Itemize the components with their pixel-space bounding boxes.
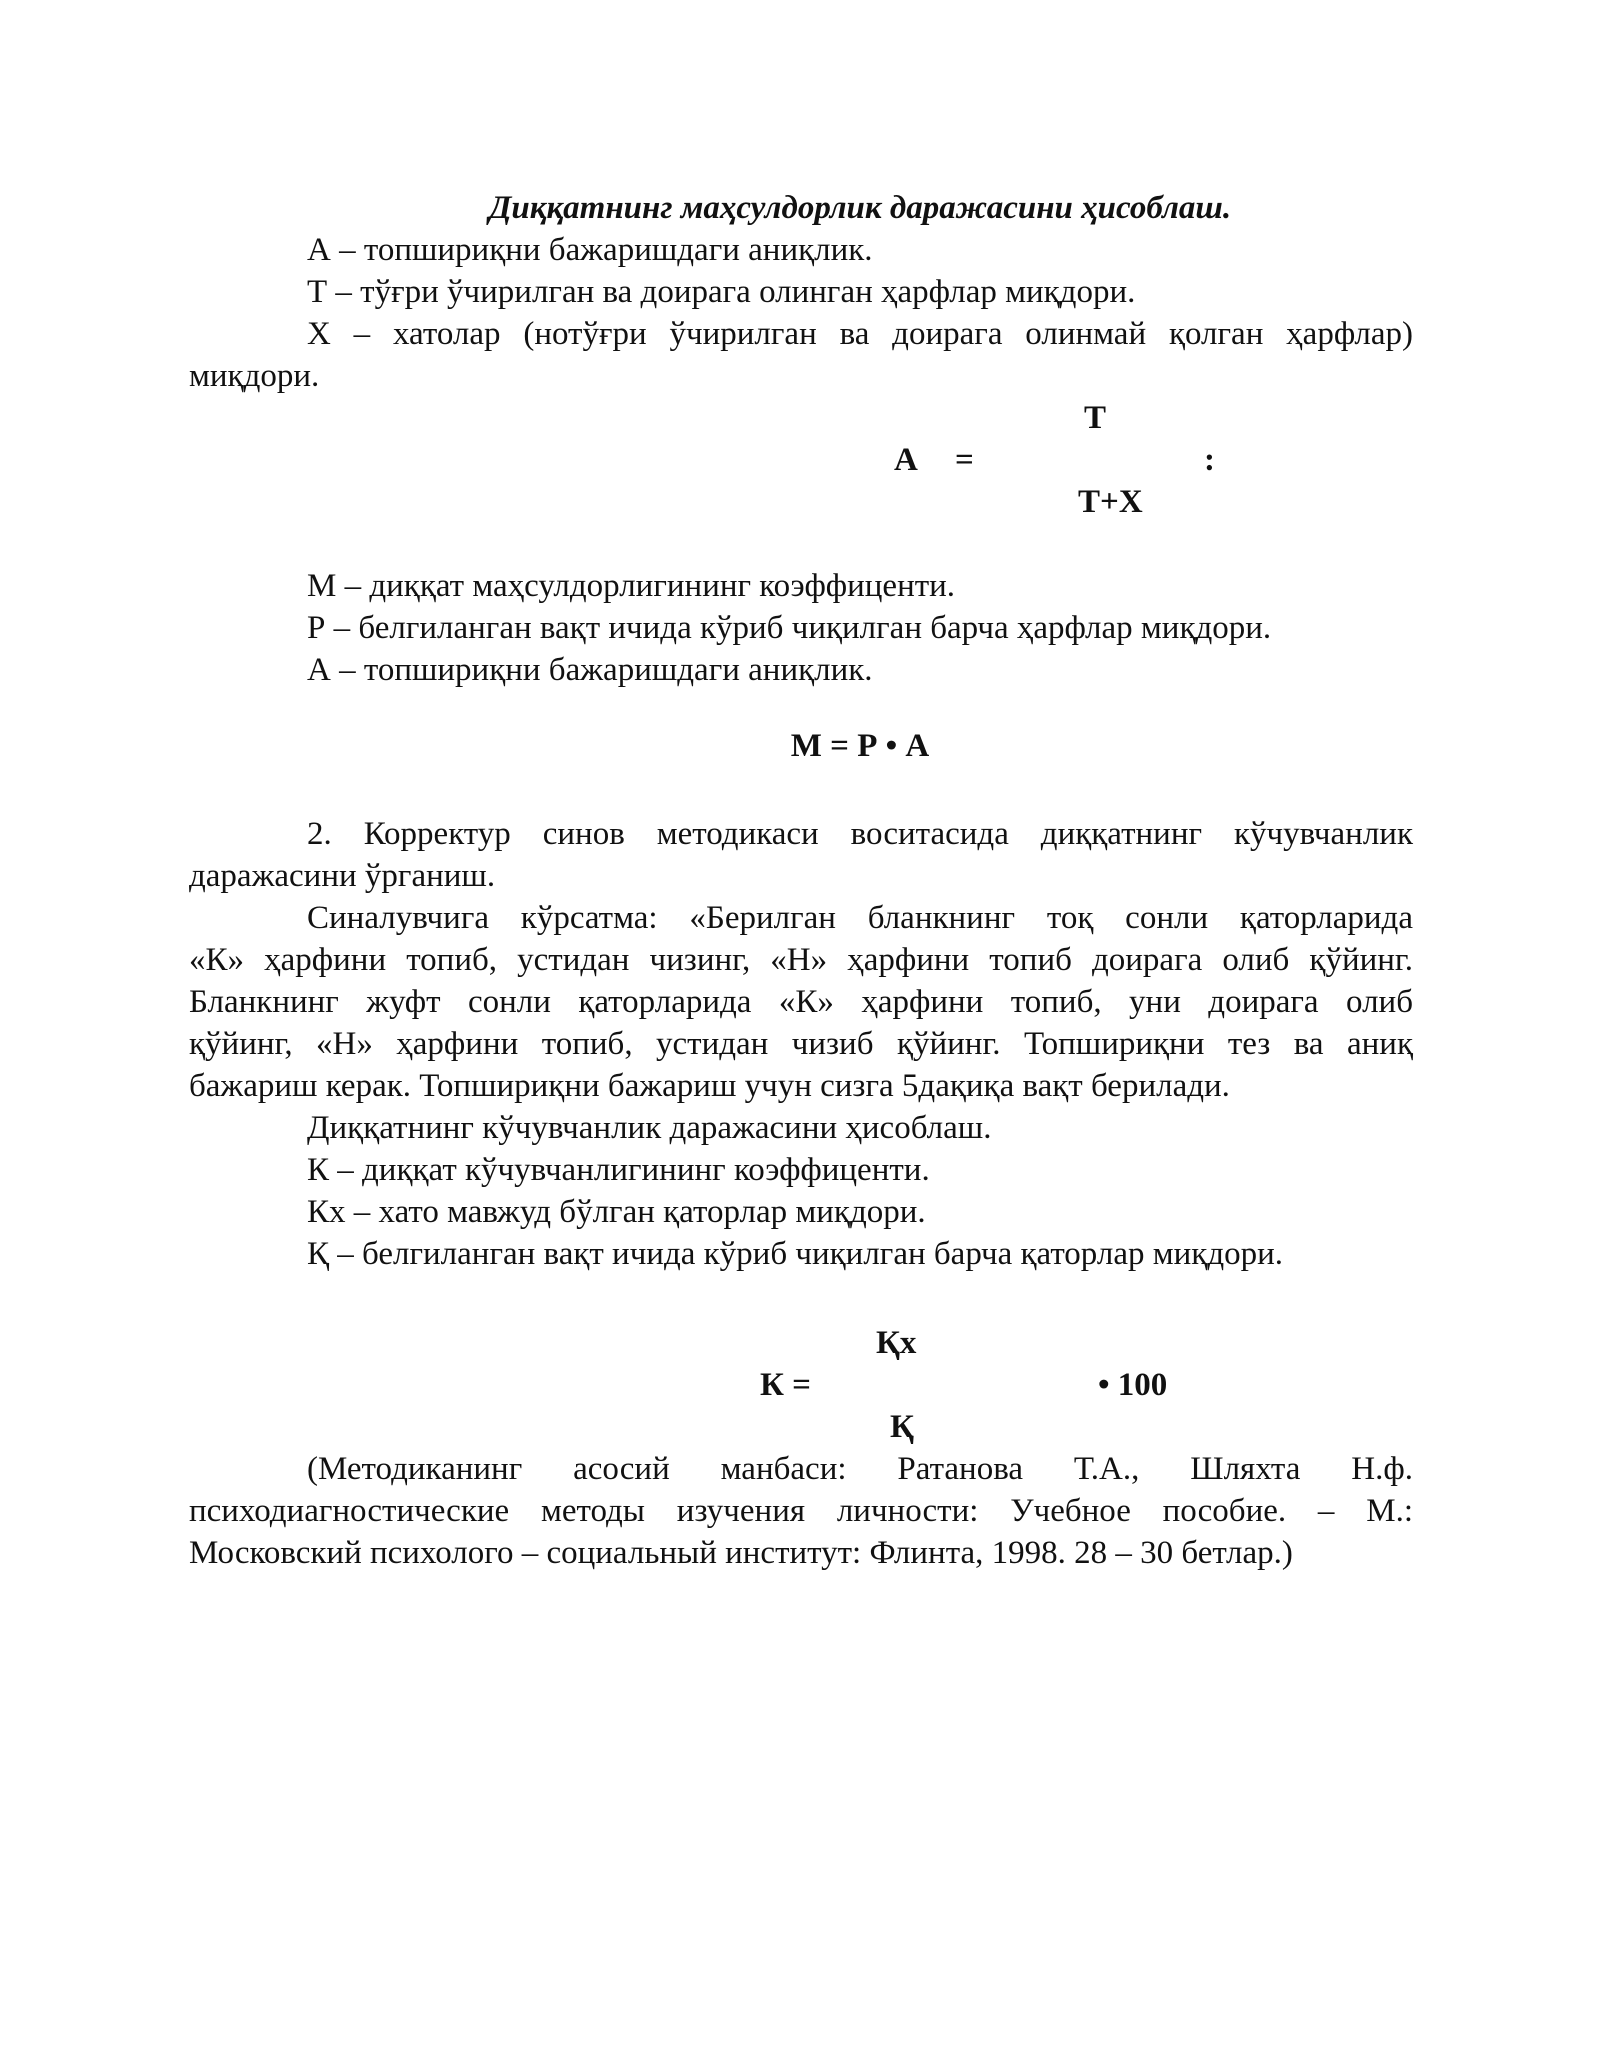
definition-m: М – диққат маҳсулдорлигининг коэффиценти. (307, 568, 956, 604)
instruction-line5: бажариш керак. Топшириқни бажариш учун сизга 5дақиқа вақт берилади. (189, 1068, 1230, 1104)
formula-a-equals: = (955, 442, 974, 478)
definition-a-repeat: А – топшириқни бажаришдаги аниқлик. (307, 652, 873, 688)
source-line2: психодиагностические методы изучения личности: Учебное пособие. – М.: (189, 1493, 1413, 1529)
definition-x-line1: Х – хатолар (нотўғри ўчирилган ва доирага олинмай қолган ҳарфлар) (307, 316, 1413, 352)
instruction-line2: «К» ҳарфини топиб, устидан чизинг, «Н» ҳарфини топиб доирага олиб қўйинг. (189, 942, 1413, 978)
formula-a-numerator: Т (1084, 400, 1107, 436)
instruction-line4: қўйинг, «Н» ҳарфини топиб, устидан чизиб қўйинг. Топшириқни тез ва аниқ (189, 1026, 1413, 1062)
formula-m: М = Р • А (790, 728, 930, 764)
section-title: Диққатнинг маҳсулдорлик даражасини ҳисоблаш. (488, 190, 1232, 226)
source-line3: Московский психолого – социальный институт: Флинта, 1998. 28 – 30 бетлар.) (189, 1535, 1293, 1571)
formula-k-denominator: Қ (890, 1409, 914, 1445)
definition-q: Қ – белгиланган вақт ичида кўриб чиқилган барча қаторлар миқдори. (307, 1236, 1284, 1272)
formula-a-lhs: А (894, 442, 918, 478)
instruction-line1: Синалувчига кўрсатма: «Берилган бланкнинг тоқ сонли қаторларида (307, 900, 1413, 936)
formula-k-multiplier: • 100 (1098, 1367, 1168, 1403)
section2-line2: даражасини ўрганиш. (189, 858, 496, 894)
definition-a: А – топшириқни бажаришдаги аниқлик. (307, 232, 873, 268)
formula-a-suffix: : (1204, 442, 1215, 478)
formula-k-lhs: К = (760, 1367, 811, 1403)
definition-x-line2: миқдори. (189, 358, 320, 394)
source-line1: (Методиканинг асосий манбаси: Ратанова Т.А., Шляхта Н.ф. (307, 1451, 1413, 1487)
definition-heading-k: Диққатнинг кўчувчанлик даражасини ҳисоблаш. (307, 1110, 992, 1146)
formula-a-denominator: Т+Х (1078, 484, 1143, 520)
formula-k-numerator: Қх (876, 1325, 917, 1361)
definition-kx: Кх – хато мавжуд бўлган қаторлар миқдори. (307, 1194, 926, 1230)
definition-t: Т – тўғри ўчирилган ва доирага олинган ҳарфлар миқдори. (307, 274, 1136, 310)
section2-line1: 2. Корректур синов методикаси воситасида диққатнинг кўчувчанлик (307, 816, 1413, 852)
instruction-line3: Бланкнинг жуфт сонли қаторларида «К» ҳарфини топиб, уни доирага олиб (189, 984, 1413, 1020)
definition-r: Р – белгиланган вақт ичида кўриб чиқилган барча ҳарфлар миқдори. (307, 610, 1272, 646)
definition-k: К – диққат кўчувчанлигининг коэффиценти. (307, 1152, 930, 1188)
